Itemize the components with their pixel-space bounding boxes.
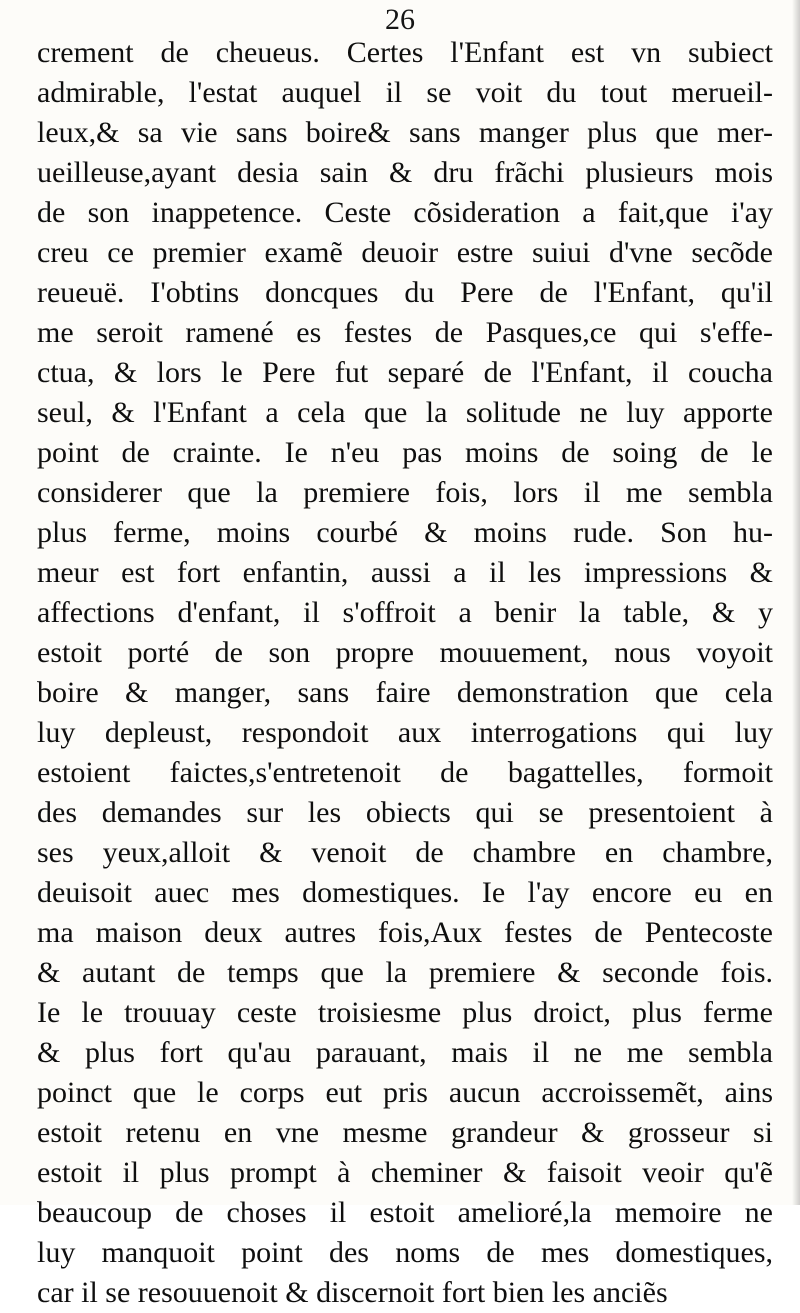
scan-edge-shadow: [792, 0, 800, 1205]
text-line: estoit retenu en vne mesme grandeur & grosseur si: [37, 1116, 773, 1149]
text-line: estoit porté de son propre mouuement, nous voyoit: [37, 636, 773, 669]
text-line: leux,& sa vie sans boire& sans manger plus que mer-: [37, 116, 773, 149]
text-line: Ie le trouuay ceste troisiesme plus droict, plus ferme: [37, 996, 773, 1029]
text-line: & plus fort qu'au parauant, mais il ne me sembla: [37, 1036, 773, 1069]
text-line: ctua, & lors le Pere fut separé de l'Enfant, il coucha: [37, 356, 773, 389]
text-line: estoient faictes,s'entretenoit de bagattelles, formoit: [37, 756, 773, 789]
text-line: admirable, l'estat auquel il se voit du tout merueil-: [37, 76, 773, 109]
text-line: luy depleust, respondoit aux interrogations qui luy: [37, 716, 773, 749]
text-line: & autant de temps que la premiere & seconde fois.: [37, 956, 773, 989]
text-line: point de crainte. Ie n'eu pas moins de soing de le: [37, 436, 773, 469]
text-line: ueilleuse,ayant desia sain & dru frãchi plusieurs mois: [37, 156, 773, 189]
text-line: luy manquoit point des noms de mes domestiques,: [37, 1236, 773, 1269]
text-line: meur est fort enfantin, aussi a il les impressions &: [37, 556, 773, 589]
text-line: plus ferme, moins courbé & moins rude. Son hu-: [37, 516, 773, 549]
text-line: de son inappetence. Ceste cõsideration a fait,que i'ay: [37, 196, 773, 229]
text-line: deuisoit auec mes domestiques. Ie l'ay encore eu en: [37, 876, 773, 909]
text-line: beaucoup de choses il estoit amelioré,la memoire ne: [37, 1196, 773, 1229]
text-line: me seroit ramené es festes de Pasques,ce qui s'effe-: [37, 316, 773, 349]
page-number: 26: [385, 3, 415, 36]
text-line: reueuë. I'obtins doncques du Pere de l'Enfant, qu'il: [37, 276, 773, 309]
text-line: crement de cheueus. Certes l'Enfant est vn subiect: [37, 36, 773, 69]
text-line: ses yeux,alloit & venoit de chambre en chambre,: [37, 836, 773, 869]
text-line: seul, & l'Enfant a cela que la solitude ne luy apporte: [37, 396, 773, 429]
text-line: poinct que le corps eut pris aucun accroissemẽt, ains: [37, 1076, 773, 1109]
text-line: considerer que la premiere fois, lors il me sembla: [37, 476, 773, 509]
body-text: [37, 33, 773, 1313]
text-line: ma maison deux autres fois,Aux festes de Pentecoste: [37, 916, 773, 949]
text-line: boire & manger, sans faire demonstration que cela: [37, 676, 773, 709]
text-line: creu ce premier examẽ deuoir estre suiui d'vne secõde: [37, 236, 773, 269]
text-line: affections d'enfant, il s'offroit a benir la table, & y: [37, 596, 773, 629]
text-line: des demandes sur les obiects qui se presentoient à: [37, 796, 773, 829]
text-line: estoit il plus prompt à cheminer & faisoit veoir qu'ẽ: [37, 1156, 773, 1189]
text-line: car il se resouuenoit & discernoit fort bien les anciẽs: [37, 1276, 668, 1309]
